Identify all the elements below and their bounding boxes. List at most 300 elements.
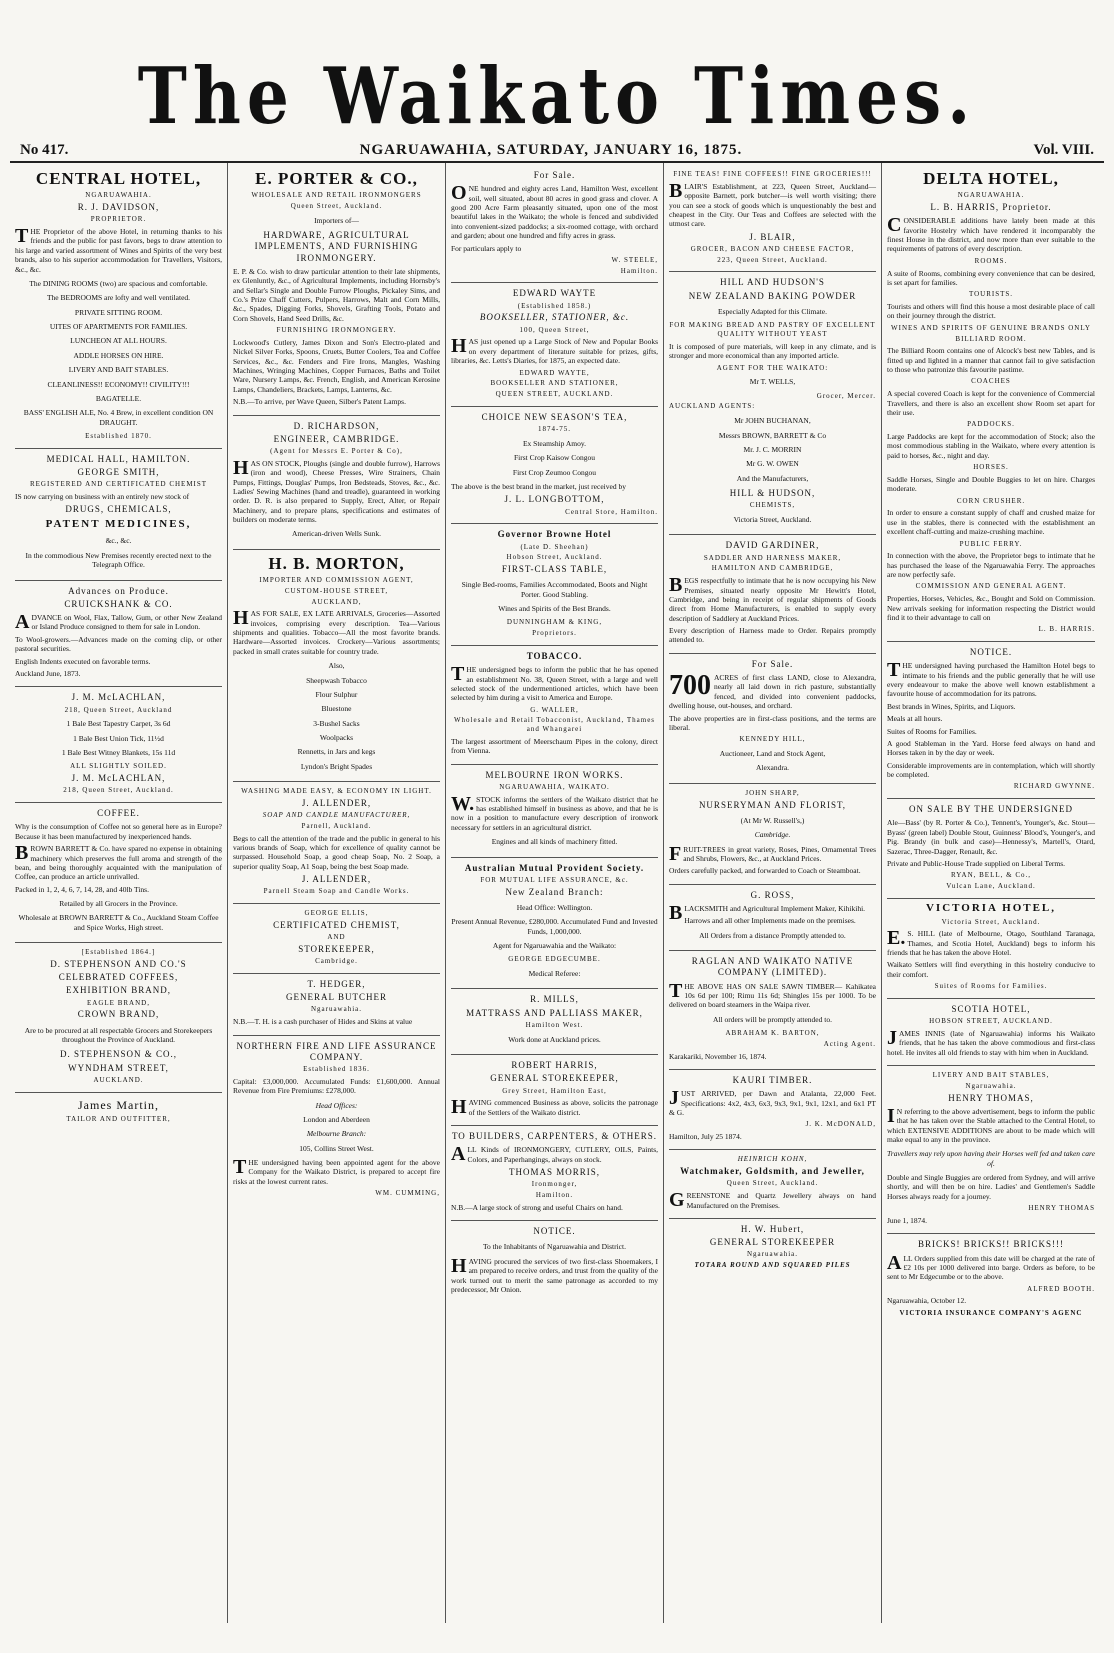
- ad-northern-fire: [233, 1036, 440, 1205]
- ad-line: FIRST-CLASS TABLE,: [501, 564, 608, 574]
- ad-line: Auctioneer, Land and Stock Agent,: [719, 749, 826, 758]
- ad-subtitle: CERTIFICATED CHEMIST,: [273, 919, 400, 930]
- ad-line: Proprietors.: [532, 629, 577, 638]
- ad-sign: J. K. McDONALD,: [805, 1120, 876, 1129]
- ad-subtitle: PROPRIETOR.: [90, 215, 147, 224]
- ad-line: Present Annual Revenue, £280,000. Accumulated Fund and Invested Funds, 1,000,000.: [451, 917, 658, 936]
- ad-line: Especially Adapted for this Climate.: [718, 306, 827, 316]
- ad-body: The above is the best brand in the market, just received by: [451, 481, 626, 491]
- ad-line: Engines and all kinds of machinery fitted.: [491, 837, 618, 847]
- ad-line: Harrows and all other Implements made on the premises.: [684, 916, 856, 926]
- column-2: [228, 163, 446, 1623]
- ad-scotia-hotel: [887, 999, 1095, 1066]
- ad-title: JOHN SHARP,: [745, 788, 800, 797]
- column-1: [10, 163, 228, 1623]
- ad-body: In connection with the above, the Proprietor begs to intimate that he has purchased the lease of the Ngaruawahia Ferry. The approaches are now perfectly safe.: [887, 551, 1095, 579]
- ad-line: Queen Street, Auckland.: [726, 1179, 819, 1188]
- ad-body: E.S. HILL (late of Melbourne, Otago, Southland Taranaga, Thames, and Scotia Hotel, Auckland) begs to inform his friends that he has taken the above Hotel.: [887, 927, 1095, 957]
- ad-line: Ironmonger,: [531, 1180, 578, 1189]
- ad-title: HEINRICH KOHN,: [737, 1155, 808, 1164]
- ad-title: CENTRAL HOTEL,: [35, 169, 202, 188]
- ad-section: CORN CRUSHER.: [956, 496, 1026, 505]
- ad-wayte: [451, 283, 658, 406]
- ad-line: Mr T. WELLS,: [749, 377, 796, 387]
- ad-sign: L. B. HARRIS.: [1038, 625, 1095, 634]
- ad-ellis: [233, 904, 440, 974]
- ad-title: For Sale.: [533, 170, 576, 180]
- ad-body: Properties, Horses, Vehicles, &c., Bought and Sold on Commission. New arrivals seeking for information respecting the District would find it to their advantage to call on: [887, 594, 1095, 622]
- ad-gardiner: [669, 535, 876, 653]
- ad-body: GREENSTONE and Quartz Jewellery always on hand Manufactured on the Premises.: [669, 1189, 876, 1212]
- ad-name: J. ALLENDER,: [301, 874, 372, 885]
- ad-line: AGENT FOR THE WAIKATO:: [716, 363, 829, 372]
- ad-body: ONE hundred and eighty acres Land, Hamilton West, excellent soil, well situated, about 80 acres in good grass and clover. A good 200 Acre Farm pleasantly situated, upon one of the most beautiful lakes in the Waikato; the whole is fenced and subdivided into convenient-sized paddocks; a six-roomed cottage, with orchard and garden; about one hundred and fifty acres in grass.: [451, 182, 658, 241]
- ad-title: MELBOURNE IRON WORKS.: [485, 769, 624, 780]
- ad-body: JAMES INNIS (late of Ngaruawahia) informs his Waikato friends, that he has taken the above commodious and first-class hotel. He invites all old friends to stay with him when in Auckland.: [887, 1026, 1095, 1057]
- ad-body: BROWN BARRETT & Co. have spared no expense in obtaining machinery which preserves the full aroma and strength of the bean, and being thoroughly acquainted with the manipulation of Coffee, can produce an article unrivalled.: [15, 842, 222, 882]
- ad-line: Hamilton.: [535, 1191, 574, 1199]
- ad-body: HAVING commenced Business as above, solicits the patronage of the Settlers of the Waikato district.: [451, 1096, 658, 1119]
- ad-line: The largest assortment of Meerschaum Pipes in the colony, direct from Vienna.: [451, 736, 658, 756]
- ad-line: A good Stableman in the Yard. Horse feed always on hand and Horses taken in by the day or week.: [887, 738, 1095, 758]
- ad-subtitle: HOBSON STREET, AUCKLAND.: [929, 1017, 1053, 1026]
- ad-line: HARDWARE, AGRICULTURAL IMPLEMENTS, AND FURNISHING IRONMONGERY.: [254, 230, 419, 263]
- ad-amp-society: [451, 858, 658, 990]
- ad-notice: [451, 1221, 658, 1302]
- ad-subtitle: NGARUAWAHIA, WAIKATO.: [499, 782, 610, 791]
- ad-line: First Crop Zeumoo Congou: [512, 467, 597, 477]
- ad-line: Double and Single Buggies are ordered from Sydney, and will arrive shortly, and will then be on hire. Ladies' and Gentlemen's Saddle Horses always ready for a journey.: [887, 1173, 1095, 1201]
- ad-line: WINES AND SPIRITS OF GENUINE BRANDS ONLY: [891, 323, 1091, 332]
- ad-line: CELEBRATED COFFEES,: [58, 972, 179, 983]
- ad-title: ON SALE BY THE UNDERSIGNED: [909, 804, 1073, 815]
- ad-hedger: [233, 974, 440, 1036]
- ad-line: Woolpacks: [319, 733, 354, 742]
- ad-line: Every description of Harness made to Order. Repairs promptly attended to.: [669, 626, 876, 645]
- ad-subtitle: 218, Queen Street, Auckland: [64, 705, 173, 714]
- ad-melbourne-iron: [451, 765, 658, 858]
- ad-line: LUNCHEON AT ALL HOURS.: [70, 336, 167, 346]
- ad-body: BLACKSMITH and Agricultural Implement Maker, Kihikihi.: [669, 901, 866, 924]
- ad-line: American-driven Wells Sunk.: [291, 529, 382, 539]
- ad-line: The DINING ROOMS (two) are spacious and comfortable.: [29, 278, 208, 288]
- ad-body: ACRES of first class LAND, close to Alexandra, nearly all laid down in rich pasture, substantially fenced, and divided into convenient paddocks, dwelling house, out-houses, and orchard.: [669, 673, 876, 711]
- ad-line: Acting Agent.: [823, 1039, 876, 1048]
- ad-body: HAS just opened up a Large Stock of New and Popular Books on every department of literature suitable for prizes, gifts, libraries, &c. Letts's Diaries, for 1875, an expected date.: [451, 335, 658, 366]
- ad-name: D. STEPHENSON & CO.,: [59, 1049, 177, 1060]
- ad-line: Wholesale and Retail Tobacconist, Auckland, Thames and Whangarei: [453, 716, 656, 734]
- ad-coffee: [15, 803, 222, 943]
- ad-line: FOR MAKING BREAD AND PASTRY OF EXCELLENT QUALITY WITHOUT YEAST: [669, 321, 876, 338]
- ad-line: BASS' ENGLISH ALE, No. 4 Brew, in excellent condition ON DRAUGHT.: [23, 408, 214, 427]
- ad-victoria-hotel: [887, 899, 1095, 999]
- ad-body: Tourists and others will find this house a most desirable place of call on their journey through the district.: [887, 302, 1095, 321]
- ad-line: Travellers may rely upon having their Horses well fed and taken care of.: [887, 1149, 1095, 1168]
- ad-line: Established 1836.: [303, 1065, 370, 1073]
- ad-line: Cambridge.: [315, 957, 358, 966]
- ad-title: R. MILLS,: [530, 994, 579, 1005]
- ad-line: Cambridge.: [754, 830, 791, 840]
- ad-title: GEORGE ELLIS,: [304, 909, 369, 918]
- ad-subtitle: IMPORTER AND COMMISSION AGENT,: [259, 576, 414, 584]
- ad-line: FURNISHING IRONMONGERY.: [276, 326, 397, 335]
- ad-section: COACHES: [971, 377, 1011, 386]
- ad-blair: [669, 165, 876, 272]
- ad-body: THE undersigned begs to inform the public that he has opened an establishment No. 38, Queen Street, with a large and well selected stock of the undermentioned articles, which have been selected by him during a visit to America and Europe.: [451, 663, 658, 703]
- ad-body: Lockwood's Cutlery, James Dixon and Son's Electro-plated and Nickel Silver Forks, Spoons, Cruets, Butter Coolers, Tea and Coffee Services, &c., &c. Fenders and Fire Irons, Mangles, Washing Machines, Wringing Machines, Copper Furnaces, Baths and Toilet Ware, Nursery Lamps, &c. French, English, and American Kerosine Lamps, Chandeliers, Brackets, Lamps, Lanterns, &c.: [233, 337, 440, 394]
- ad-line: The above properties are in first-class positions, and the terms are liberal.: [669, 713, 876, 732]
- ad-subtitle: NGARUAWAHIA.: [957, 191, 1025, 200]
- ad-subtitle: GENERAL BUTCHER: [286, 992, 387, 1003]
- ad-subtitle: SADDLER AND HARNESS MAKER,: [703, 553, 842, 562]
- ad-line: 223, Queen Street, Auckland.: [717, 255, 828, 264]
- ad-line: Wholesale at BROWN BARRETT & Co., Auckland Steam Coffee and Spice Works, High street.: [18, 913, 219, 932]
- ad-line: June 1, 1874.: [887, 1215, 927, 1225]
- ad-title: NOTICE.: [533, 1226, 576, 1237]
- ad-line: ADDLE HORSES ON HIRE.: [73, 350, 164, 360]
- ad-subtitle: NEW ZEALAND BAKING POWDER: [688, 290, 857, 301]
- ad-title: D. STEPHENSON AND CO.'S: [50, 958, 187, 969]
- ad-body: A suite of Rooms, combining every convenience that can be desired, is set apart for families.: [887, 268, 1095, 287]
- ad-subtitle: GROCER, BACON AND CHEESE FACTOR,: [690, 244, 855, 253]
- ad-kauri: [669, 1070, 876, 1151]
- ad-title: For Sale.: [751, 658, 794, 669]
- ad-line: N.B.—A large stock of strong and useful Chairs on hand.: [451, 1202, 623, 1212]
- ad-sign: W. STEELE,: [611, 255, 658, 264]
- ad-subtitle: CUSTOM-HOUSE STREET,: [284, 586, 389, 595]
- ad-line: TOTARA ROUND AND SQUARED PILES: [694, 1261, 851, 1270]
- ad-porter: [233, 165, 440, 416]
- ad-line: Lyndon's Bright Spades: [300, 761, 373, 771]
- ad-line: UITES OF APARTMENTS FOR FAMILIES.: [49, 322, 188, 331]
- ad-subtitle: NURSERYMAN AND FLORIST,: [698, 799, 847, 810]
- ad-line: Importers of—: [314, 215, 359, 225]
- ad-subtitle: REGISTERED AND CERTIFICATED CHEMIST: [29, 480, 208, 489]
- ad-line: Suites of Rooms for Families.: [887, 726, 977, 736]
- ad-body: HAVING procured the services of two first-class Shoemakers, I am prepared to receive orders, and trust from the quality of the work turned out to merit the same patronage as accorded to my predecessor, Mr Onion.: [451, 1254, 658, 1294]
- ad-body: THE ABOVE HAS ON SALE SAWN TIMBER— Kahikatea 10s 6d per 100; Rimu 11s 6d; Shingles 15s per 1000. To be delivered on board steamers in the Waipa river.: [669, 979, 876, 1010]
- ad-line: Auckland June, 1873.: [15, 668, 81, 678]
- ad-line: STOREKEEPER,: [298, 943, 375, 954]
- ad-line: Suites of Rooms for Families.: [934, 982, 1048, 991]
- ad-hill-hudson: [669, 272, 876, 535]
- ad-line: 1 Bale Best Tapestry Carpet, 3s 6d: [66, 719, 171, 729]
- ad-line: Capital: £3,000,000. Accumulated Funds: £1,600,000. Annual Revenue from Fire Premiums: £278,000.: [233, 1076, 440, 1096]
- ad-title: HENRY THOMAS,: [948, 1092, 1034, 1103]
- ad-kohn: [669, 1150, 876, 1219]
- ad-line: The BEDROOMS are lofty and well ventilated.: [46, 293, 191, 303]
- ad-body: ADVANCE on Wool, Flax, Tallow, Gum, or other New Zealand or Island Produce consigned to them for sale in London.: [15, 611, 222, 633]
- column-4: [664, 163, 882, 1623]
- ad-line: Rennetts, in Jars and kegs: [297, 747, 376, 757]
- ad-title: VICTORIA INSURANCE COMPANY'S AGENC: [899, 1308, 1083, 1317]
- ad-line: Meals at all hours.: [887, 714, 943, 724]
- ad-ross: [669, 885, 876, 951]
- ad-title: CHOICE NEW SEASON'S TEA,: [481, 411, 628, 422]
- ad-line: Why is the consumption of Coffee not so general here as in Europe? Because it has been manufactured by inexperienced hands.: [15, 822, 222, 841]
- ad-tobacco: [451, 646, 658, 765]
- ad-title: H. W. Hubert,: [740, 1223, 805, 1234]
- ad-subtitle: BOOKSELLER, STATIONER, &c.: [479, 312, 630, 323]
- ad-subtitle: AUCKLAND,: [311, 597, 362, 606]
- ad-line: Agent for Ngaruawahia and the Waikato:: [492, 940, 617, 950]
- ad-section: HORSES.: [973, 463, 1009, 472]
- ad-body: Are to be procured at all respectable Grocers and Storekeepers throughout the Province of Auckland.: [24, 1025, 213, 1044]
- ad-sign: G. WALLER,: [530, 705, 579, 714]
- ad-line: LIVERY AND BAIT STABLES.: [68, 365, 169, 375]
- ad-stephenson: [15, 943, 222, 1093]
- ad-body: The Billiard Room contains one of Alcock's best new Tables, and is fitted up and lighted in a manner that cannot fail to give satisfaction to those who patronize this favourite pastime.: [887, 346, 1095, 374]
- ad-title: TO BUILDERS, CARPENTERS, & OTHERS.: [451, 1131, 658, 1141]
- ad-body: In order to ensure a constant supply of chaff and crushed maize for use in the stables, there is connected with the establishment an excellent chaff-cutting and maize-crushing machine.: [887, 508, 1095, 537]
- ad-line: Considerable improvements are in contemplation, which will shortly be completed.: [887, 760, 1095, 779]
- ad-line: In the commodious New Premises recently erected next to the Telegraph Office.: [25, 550, 212, 570]
- ad-subtitle: GENERAL STOREKEEPER,: [490, 1073, 619, 1084]
- ad-subtitle: To the Inhabitants of Ngaruawahia and District.: [483, 1242, 626, 1252]
- ad-line: Melbourne Branch:: [306, 1129, 367, 1139]
- ad-line: WYNDHAM STREET,: [68, 1062, 169, 1073]
- ad-sign: J. BLAIR,: [749, 231, 796, 242]
- ad-line: Head Offices:: [315, 1100, 358, 1110]
- ad-line: &c., &c.: [105, 536, 132, 546]
- ad-martin: [15, 1093, 222, 1131]
- ad-line: PRIVATE SITTING ROOM.: [74, 307, 163, 317]
- ad-body: Large Paddocks are kept for the accommodation of Stock; also the most commodious stabling in the Waikato, where every attention is paid to horses, &c., night and day.: [887, 432, 1095, 460]
- ad-subtitle: FOR MUTUAL LIFE ASSURANCE, &c.: [480, 875, 629, 884]
- ad-title: James Martin,: [78, 1097, 159, 1112]
- ad-for-sale-700: [669, 654, 876, 784]
- columns: [10, 163, 1104, 1623]
- ad-title: Australian Mutual Provident Society.: [464, 862, 645, 873]
- ad-line: Orders carefully packed, and forwarded to Coach or Steamboat.: [669, 866, 861, 876]
- ad-line: Medical Referee:: [528, 969, 581, 978]
- ad-line: Ngaruawahia, October 12.: [887, 1296, 967, 1306]
- ad-body: W.STOCK informs the settlers of the Waikato district that he has established himself in business as above, and that he is now in a position to manufacture every description of ironwork necessary for settlers in an agricultural district.: [451, 792, 658, 832]
- ad-line: Ngaruawahia.: [310, 1005, 363, 1014]
- ad-harris: [451, 1055, 658, 1126]
- ad-on-sale: [887, 799, 1095, 899]
- ad-line: Waikato Settlers will find everything in this hostelry conducive to their comfort.: [887, 960, 1095, 979]
- ad-title: COFFEE.: [97, 808, 140, 819]
- ad-line: And the Manufacturers,: [736, 473, 809, 483]
- ad-line: Hamilton West.: [525, 1020, 584, 1029]
- ad-body: THE undersigned having purchased the Hamilton Hotel begs to intimate to his friends and the public generally that he will use every endeavour to make the above well known establishment a favourite house of accommodation for its patrons.: [887, 659, 1095, 699]
- ad-line: First Crop Kaisow Congou: [513, 453, 596, 463]
- ad-sign: GEORGE EDGECUMBE.: [508, 955, 601, 964]
- ad-name: J. M. McLACHLAN,: [71, 773, 166, 784]
- ad-line: EXHIBITION BRAND,: [66, 985, 171, 996]
- ad-body: HAS ON STOCK, Ploughs (single and double furrow), Harrows (iron and wood), Cheese Presses, Wire Strainers, Chain Pumps, Fittings, Douglas' Pumps, Iron Bedsteads, Stoves, &c., &c. Ladies' Sewing Machines (hand and treadle), guaranteed in working order. D. R. is also prepared to Supply, Erect, Alter, or Repair Machinery, and to prepare plans, specifications and estimates of builders on moderate terms.: [233, 456, 440, 524]
- ad-line: New Zealand Branch:: [505, 886, 604, 897]
- ad-title: J. M. McLACHLAN,: [71, 692, 166, 703]
- ad-title: Advances on Produce.: [68, 585, 169, 596]
- ad-line: AND: [327, 933, 346, 942]
- ad-line: Hobson Street, Auckland.: [506, 553, 603, 562]
- ad-sign: WM. CUMMING,: [375, 1189, 440, 1198]
- ad-line: (Established 1858.): [517, 301, 592, 310]
- ad-line: All Orders from a distance Promptly attended to.: [699, 930, 846, 940]
- ad-line: 1 Bale Best Witney Blankets, 15s 11d: [61, 748, 176, 757]
- ad-line: Also,: [328, 661, 345, 671]
- ad-body: CONSIDERABLE additions have lately been made at this favorite Hostelry which have rendered it incomparably the finest House in the district, and now more than ever suitable to the requirements of patrons of every description.: [887, 214, 1095, 254]
- ad-line: (At Mr W. Russell's,): [740, 815, 805, 825]
- ad-line: Single Bed-rooms, Families Accommodated, Boots and Night Porter. Good Stabling.: [461, 580, 648, 599]
- ad-allender: [233, 782, 440, 904]
- ad-henry-thomas: [887, 1066, 1095, 1234]
- ad-line: DRUGS, CHEMICALS,: [65, 504, 172, 515]
- ad-body: ALL Orders supplied from this date will be charged at the rate of £2 10s per 1000 delivered into barge. Orders as before, to be sent to Mr Edgecumbe or to the above.: [887, 1251, 1095, 1282]
- ad-line: 105, Collins Street West.: [299, 1143, 374, 1153]
- ad-line: London and Aberdeen: [303, 1114, 370, 1124]
- ad-section: COMMISSION AND GENERAL AGENT.: [915, 582, 1067, 591]
- ad-advances: [15, 581, 222, 688]
- ad-sign: EDWARD WAYTE,: [519, 368, 590, 377]
- ad-line: CHEMISTS,: [749, 501, 796, 510]
- ad-subtitle: 218, Queen Street, Auckland.: [63, 786, 174, 795]
- ad-hubert: [669, 1219, 876, 1277]
- ad-name: CRUICKSHANK & CO.: [64, 598, 173, 609]
- ad-line: AUCKLAND.: [93, 1075, 144, 1084]
- ad-line: Wines and Spirits of the Best Brands.: [498, 604, 611, 613]
- ad-name: R. J. DAVIDSON,: [77, 202, 160, 212]
- ad-line: Ngaruawahia.: [965, 1081, 1017, 1090]
- ad-line: WASHING MADE EASY, & ECONOMY IN LIGHT.: [241, 787, 432, 796]
- ad-sign: DUNNINGHAM & KING,: [506, 618, 603, 627]
- ad-section: PADDOCKS.: [967, 420, 1015, 429]
- ad-title: DELTA HOTEL,: [923, 169, 1059, 188]
- ad-sign: HILL & HUDSON,: [729, 488, 816, 498]
- ad-line: [Established 1864.]: [81, 948, 156, 957]
- ad-line: 100, Queen Street,: [519, 325, 590, 334]
- ad-line: Grey Street, Hamilton East,: [502, 1086, 607, 1095]
- ad-line: All orders will be promptly attended to.: [713, 1014, 832, 1024]
- ad-line: N.B.—To arrive, per Wave Queen, Silber's Patent Lamps.: [233, 397, 406, 407]
- ad-sharp: [669, 784, 876, 885]
- ad-line: Retailed by all Grocers in the Province.: [59, 899, 178, 908]
- ad-subtitle: SOAP AND CANDLE MANUFACTURER,: [262, 811, 411, 820]
- ad-title: TOBACCO.: [526, 650, 583, 661]
- ad-delta-hotel: [887, 165, 1095, 642]
- ad-body: Ale—Bass' (by R. Porter & Co.), Tennent's, Younger's, &c. Stout—Byass' (green label) Double Stout, Guinness' Blood's, Younger's, and Pig. Brandy (in bulk and case)—Hennessy's, Martell's, Otard, Sazerac, Three-Dagger, Renault, &c.: [887, 818, 1095, 856]
- ad-subtitle: TAILOR AND OUTFITTER,: [66, 1114, 171, 1123]
- ad-subtitle: Queen Street, Auckland.: [290, 202, 383, 210]
- ad-body: Saddle Horses, Single and Double Buggies to let on hire. Charges moderate.: [887, 474, 1095, 494]
- ad-big-number: 700: [669, 670, 711, 701]
- ad-builders: [451, 1126, 658, 1221]
- ad-line: N.B.—T. H. is a cash purchaser of Hides and Skins at value: [233, 1017, 413, 1027]
- ad-title: KAURI TIMBER.: [732, 1074, 813, 1085]
- ad-line: QUEEN STREET, AUCKLAND.: [495, 390, 614, 398]
- ad-line: BOOKSELLER AND STATIONER,: [490, 379, 619, 388]
- place-date: NGARUAWAHIA, SATURDAY, JANUARY 16, 1875.: [359, 142, 743, 158]
- ad-body: HAS FOR SALE, EX LATE ARRIVALS, Groceries—Assorted invoices, comprising every description. Tea—Various shipments and qualities. Tobacco—All the most favorite brands. Hardware—Assorted invoices. Crockery—Various assortments; packed in small crates suitable for country trade.: [233, 607, 440, 656]
- ad-line: Mr JOHN BUCHANAN,: [734, 416, 811, 426]
- ad-line: Hamilton.: [620, 266, 658, 275]
- ad-title: E. PORTER & CO.,: [255, 169, 418, 188]
- ad-title: G. ROSS,: [750, 889, 795, 900]
- ad-line: Best brands in Wines, Spirits, and Liquors.: [887, 701, 1016, 711]
- ad-line: To Wool-growers.—Advances made on the coming clip, or other pastoral securities.: [15, 634, 222, 654]
- ad-body: IS now carrying on business with an entirely new stock of: [15, 492, 190, 501]
- ad-line: Mr G. W. OWEN: [746, 459, 799, 469]
- ad-line: Sheepwash Tobacco: [306, 675, 367, 685]
- ad-sign: ABRAHAM K. BARTON,: [725, 1029, 820, 1037]
- ad-line: For particulars apply to: [451, 243, 522, 253]
- ad-subtitle: GENERAL STOREKEEPER: [709, 1237, 836, 1248]
- ad-sign: RICHARD GWYNNE.: [1013, 782, 1095, 791]
- ad-line: Hamilton, July 25 1874.: [669, 1132, 742, 1141]
- ad-title: DAVID GARDINER,: [725, 540, 820, 551]
- ad-line: Ngaruawahia.: [746, 1250, 799, 1259]
- ad-line: BAGATELLE.: [95, 393, 142, 403]
- ad-title: VICTORIA HOTEL,: [925, 901, 1057, 914]
- newspaper-page: [10, 0, 1104, 1653]
- ad-line: CROWN BRAND,: [77, 1009, 160, 1020]
- ad-title: NORTHERN FIRE AND LIFE ASSURANCE COMPANY.: [236, 1040, 437, 1062]
- ad-subtitle: NGARUAWAHIA.: [85, 191, 152, 200]
- ad-governor-browne: [451, 524, 658, 646]
- ad-line: Bluestone: [321, 704, 352, 714]
- ad-line: (Late D. Sheehan): [520, 542, 589, 551]
- ad-body: JUST ARRIVED, per Dawn and Atalanta, 22,000 Feet. Specifications: 4x2, 4x3, 6x3, 9x3, 9x1, 9x1, 12x1, and 6x1 PT & G.: [669, 1087, 876, 1117]
- ad-title: HILL AND HUDSON'S: [720, 277, 825, 288]
- ad-line: HAMILTON AND CAMBRIDGE,: [711, 564, 834, 573]
- ad-title: RAGLAN AND WAIKATO NATIVE COMPANY (LIMITED).: [691, 956, 854, 978]
- ad-section: TOURISTS.: [968, 290, 1014, 299]
- ad-subtitle: ENGINEER, CAMBRIDGE.: [273, 433, 400, 444]
- ad-body: It is composed of pure materials, will keep in any climate, and is stronger and more economical than any imported article.: [669, 341, 876, 361]
- ad-name: L. B. HARRIS, Proprietor.: [930, 202, 1052, 212]
- ad-subtitle: MATTRASS AND PALLIASS MAKER,: [466, 1007, 643, 1018]
- ad-line: Work done at Auckland prices.: [508, 1034, 601, 1044]
- ad-body: THE Proprietor of the above Hotel, in returning thanks to his friends and the public for past favors, begs to draw attention to his large and varied assortment of Wines and Spirits of the very best brands, also to his superior accommodation for Travellers, Visitors, &c., &c.: [15, 225, 222, 274]
- ad-title: BRICKS! BRICKS!! BRICKS!!!: [917, 1239, 1064, 1250]
- ad-raglan: [669, 951, 876, 1070]
- issue-number: No 417.: [20, 142, 69, 158]
- ad-title: H. B. MORTON,: [268, 553, 405, 573]
- ad-line: English Indents executed on favorable terms.: [15, 656, 151, 666]
- ad-title: T. HEDGER,: [307, 978, 366, 989]
- ad-line: 3-Bushel Sacks: [313, 718, 360, 728]
- ad-body: FRUIT-TREES in great variety, Roses, Pines, Ornamental Trees and Shrubs, Flowers, &c., at Auckland Prices.: [669, 842, 876, 865]
- ad-subtitle: WHOLESALE AND RETAIL IRONMONGERS: [251, 191, 422, 200]
- ad-subtitle: Parnell Steam Soap and Candle Works.: [263, 887, 410, 896]
- ad-body: IN referring to the above advertisement, begs to inform the public that he has taken over the Stable attached to the Central Hotel, to which EXTENSIVE ADDITIONS are about to be made which will make equal to any in the province.: [887, 1104, 1095, 1144]
- masthead: [10, 49, 1104, 143]
- ad-line: Vulcan Lane, Auckland.: [946, 882, 1036, 890]
- ad-tea: [451, 407, 658, 525]
- ad-line: Mr. J. C. MORRIN: [743, 444, 802, 454]
- ad-body: BLAIR'S Establishment, at 223, Queen Street, Auckland—opposite Barnett, pork butcher—is well worth visiting; there you can see a stock of goods which is unquestionably the best and cheapest in the City. Our Teas and Coffees are selected with the utmost care.: [669, 179, 876, 229]
- ad-title: SCOTIA HOTEL,: [951, 1003, 1031, 1014]
- ad-title: NOTICE.: [969, 647, 1013, 657]
- ad-line: Packed in 1, 2, 4, 6, 7, 14, 28, and 40lb Tins.: [15, 884, 149, 894]
- ad-line: 1874-75.: [537, 425, 572, 433]
- ad-body: E. P. & Co. wish to draw particular attention to their late shipments, ex Glenluntly, &c., of Agricultural Implements, including Hornsby's and Sellar's Single and Double Furrow Ploughs, Pickaley Sims, and Co.'s Prize Chaff Cutters, Pulpers, Harrows, Malt and Corn Mills, &c., Spades, Digging Forks, Shovels, Grafting Tools, Potato and Corn Shovels, Hand Seed Drills, &c.: [233, 266, 440, 323]
- ad-sign: ALFRED BOOTH.: [1027, 1284, 1095, 1293]
- ad-line: Grocer, Mercer.: [816, 391, 876, 400]
- ad-title: MEDICAL HALL, HAMILTON.: [46, 453, 191, 464]
- ad-subtitle: Watchmaker, Goldsmith, and Jeweller,: [680, 1166, 865, 1177]
- ad-subtitle: (Agent for Messrs E. Porter & Co),: [270, 447, 403, 455]
- ad-subtitle: Victoria Street, Auckland.: [941, 917, 1041, 926]
- ad-line: AUCKLAND AGENTS:: [669, 402, 756, 411]
- ad-mclachlan: [15, 687, 222, 803]
- ad-central-hotel: [15, 165, 222, 449]
- ad-title: Governor Browne Hotel: [497, 529, 612, 540]
- ad-line: ALL SLIGHTLY SOILED.: [70, 762, 167, 771]
- ad-title: D. RICHARDSON,: [293, 420, 380, 431]
